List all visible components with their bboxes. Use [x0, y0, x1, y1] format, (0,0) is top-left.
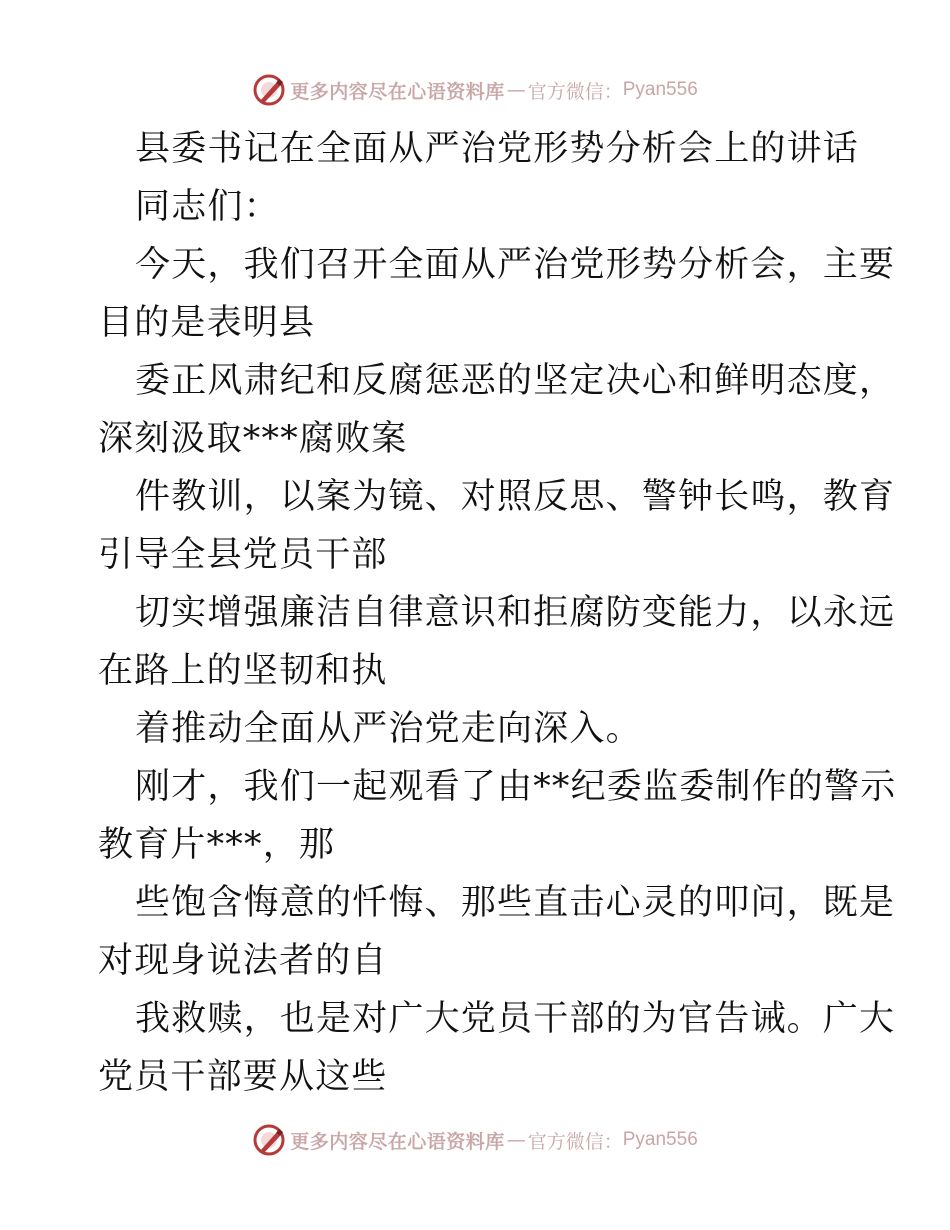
text-line: 件教训，以案为镜、对照反思、警钟长鸣，教育 — [135, 477, 896, 517]
header-watermark — [0, 70, 950, 110]
text-line: 切实增强廉洁自律意识和拒腐防变能力，以永远 — [135, 593, 896, 633]
footer-watermark — [0, 1120, 950, 1160]
pen-logo-icon — [252, 73, 286, 107]
text-line: 些饱含悔意的忏悔、那些直击心灵的叩问，既是 — [135, 883, 896, 923]
text-line: 教育片***，那 — [98, 825, 336, 865]
watermark-main-text: 更多内容尽在心语资料库 — [290, 1130, 505, 1153]
pen-logo-icon — [252, 1123, 286, 1157]
watermark-wechat-id: Pyan556 — [622, 79, 698, 100]
watermark-dash: — — [506, 1129, 526, 1151]
text-line: 今天，我们召开全面从严治党形势分析会，主要 — [135, 245, 896, 285]
watermark-dash: — — [506, 79, 526, 101]
watermark-main-text: 更多内容尽在心语资料库 — [290, 80, 505, 103]
text-line: 我救赎，也是对广大党员干部的为官告诫。广大 — [135, 999, 896, 1039]
text-line: 引导全县党员干部 — [98, 535, 388, 575]
text-line: 刚才，我们一起观看了由**纪委监委制作的警示 — [135, 767, 897, 807]
document-body — [98, 120, 897, 1106]
text-line: 目的是表明县 — [98, 303, 316, 343]
text-line: 在路上的坚韧和执 — [98, 651, 388, 691]
text-line: 着推动全面从严治党走向深入。 — [135, 709, 642, 749]
text-line: 同志们： — [135, 187, 280, 227]
watermark-sub-text: 官方微信： — [527, 1130, 623, 1153]
text-line: 深刻汲取***腐败案 — [98, 419, 408, 459]
text-line: 对现身说法者的自 — [98, 941, 388, 981]
watermark-sub-text: 官方微信： — [527, 80, 623, 103]
text-line: 党员干部要从这些 — [98, 1057, 388, 1097]
watermark-wechat-id: Pyan556 — [622, 1129, 698, 1150]
text-line: 委正风肃纪和反腐惩恶的坚定决心和鲜明态度， — [135, 361, 896, 401]
document-title: 县委书记在全面从严治党形势分析会上的讲话 — [135, 129, 860, 169]
